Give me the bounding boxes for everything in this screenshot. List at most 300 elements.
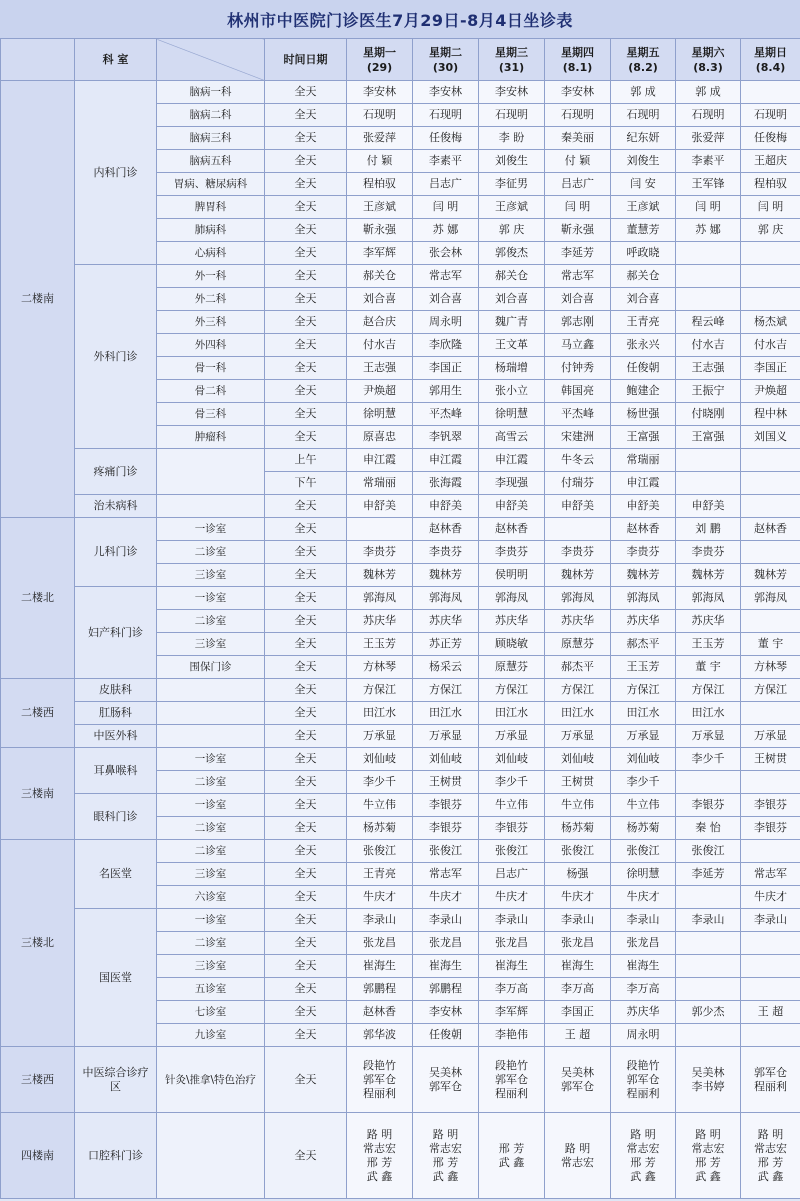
doctor-cell: 王富强 bbox=[676, 426, 741, 449]
sub-department-cell: 一诊室 bbox=[157, 518, 265, 541]
time-cell: 全天 bbox=[265, 817, 347, 840]
doctor-cell: 牛庆才 bbox=[347, 886, 413, 909]
schedule-row bbox=[1, 840, 800, 863]
doctor-cell: 董 宇 bbox=[741, 633, 800, 656]
schedule-row bbox=[1, 518, 800, 541]
doctor-cell: 王彦斌 bbox=[479, 196, 545, 219]
doctor-cell: 杨瑞增 bbox=[479, 357, 545, 380]
doctor-cell: 李贵芬 bbox=[545, 541, 611, 564]
doctor-cell: 牛庆才 bbox=[545, 886, 611, 909]
doctor-cell: 杨苏菊 bbox=[347, 817, 413, 840]
doctor-cell: 常志军 bbox=[545, 265, 611, 288]
doctor-cell: 侯明明 bbox=[479, 564, 545, 587]
department-cell: 肛肠科 bbox=[75, 702, 157, 725]
doctor-cell: 李军辉 bbox=[479, 1001, 545, 1024]
sub-department-cell bbox=[157, 495, 265, 518]
doctor-cell: 刘仙岐 bbox=[611, 748, 676, 771]
doctor-cell: 原慧芬 bbox=[545, 633, 611, 656]
department-cell: 儿科门诊 bbox=[75, 518, 157, 587]
doctor-cell: 李艳伟 bbox=[479, 1024, 545, 1047]
sub-department-cell: 肿瘤科 bbox=[157, 426, 265, 449]
schedule-row bbox=[1, 725, 800, 748]
doctor-cell: 万承显 bbox=[741, 725, 800, 748]
doctor-cell: 李安林 bbox=[413, 1001, 479, 1024]
department-cell: 国医堂 bbox=[75, 909, 157, 1047]
doctor-cell: 王青亮 bbox=[611, 311, 676, 334]
doctor-cell: 田江水 bbox=[479, 702, 545, 725]
sub-department-cell: 外四科 bbox=[157, 334, 265, 357]
doctor-cell: 郭用生 bbox=[413, 380, 479, 403]
doctor-cell: 李录山 bbox=[611, 909, 676, 932]
doctor-cell: 石现明 bbox=[347, 104, 413, 127]
floor-cell: 三楼南 bbox=[1, 748, 75, 840]
doctor-cell: 刘仙岐 bbox=[347, 748, 413, 771]
doctor-cell: 李国正 bbox=[741, 357, 800, 380]
time-cell: 全天 bbox=[265, 978, 347, 1001]
doctor-cell: 原慧芬 bbox=[479, 656, 545, 679]
page-title: 林州市中医院门诊医生7月29日-8月4日坐诊表 bbox=[0, 0, 800, 38]
doctor-cell: 付钟秀 bbox=[545, 357, 611, 380]
doctor-cell: 李少千 bbox=[611, 771, 676, 794]
doctor-cell: 李少千 bbox=[347, 771, 413, 794]
doctor-cell: 韩国亮 bbox=[545, 380, 611, 403]
doctor-cell: 呼政晓 bbox=[611, 242, 676, 265]
doctor-cell: 李贵芬 bbox=[413, 541, 479, 564]
schedule-row bbox=[1, 794, 800, 817]
doctor-cell: 王志强 bbox=[347, 357, 413, 380]
doctor-cell: 董 宇 bbox=[676, 656, 741, 679]
doctor-cell: 李万高 bbox=[611, 978, 676, 1001]
department-cell: 中医综合诊疗 区 bbox=[75, 1047, 157, 1113]
doctor-cell: 申舒美 bbox=[479, 495, 545, 518]
doctor-cell: 李万高 bbox=[479, 978, 545, 1001]
doctor-cell: 张俊江 bbox=[611, 840, 676, 863]
doctor-cell: 方保江 bbox=[676, 679, 741, 702]
doctor-cell: 李延芳 bbox=[676, 863, 741, 886]
doctor-cell: 石现明 bbox=[545, 104, 611, 127]
doctor-cell: 路 明 常志宏 邢 芳 武 鑫 bbox=[413, 1113, 479, 1199]
doctor-cell: 秦美丽 bbox=[545, 127, 611, 150]
doctor-cell: 刘合喜 bbox=[545, 288, 611, 311]
sub-department-cell: 外二科 bbox=[157, 288, 265, 311]
doctor-cell: 路 明 常志宏 bbox=[545, 1113, 611, 1199]
doctor-cell: 方林琴 bbox=[347, 656, 413, 679]
sub-department-cell: 脑病三科 bbox=[157, 127, 265, 150]
doctor-cell: 付水吉 bbox=[676, 334, 741, 357]
time-cell: 全天 bbox=[265, 265, 347, 288]
doctor-cell: 王文革 bbox=[479, 334, 545, 357]
doctor-cell: 吕志广 bbox=[479, 863, 545, 886]
doctor-cell: 李录山 bbox=[347, 909, 413, 932]
doctor-cell: 李录山 bbox=[479, 909, 545, 932]
doctor-cell: 郭 成 bbox=[676, 81, 741, 104]
doctor-cell: 李素平 bbox=[413, 150, 479, 173]
time-cell: 全天 bbox=[265, 311, 347, 334]
header-day: 星期日 (8.4) bbox=[741, 39, 800, 81]
sub-department-cell: 二诊室 bbox=[157, 541, 265, 564]
doctor-cell: 魏林芳 bbox=[741, 564, 800, 587]
doctor-cell: 郭 庆 bbox=[741, 219, 800, 242]
sub-department-cell: 二诊室 bbox=[157, 840, 265, 863]
sub-department-cell: 心病科 bbox=[157, 242, 265, 265]
header-day: 星期二 (30) bbox=[413, 39, 479, 81]
doctor-cell: 李安林 bbox=[479, 81, 545, 104]
doctor-cell: 刘 鹏 bbox=[676, 518, 741, 541]
doctor-cell: 张爱萍 bbox=[676, 127, 741, 150]
department-cell: 内科门诊 bbox=[75, 81, 157, 265]
doctor-cell bbox=[741, 265, 800, 288]
doctor-cell: 郭华波 bbox=[347, 1024, 413, 1047]
doctor-cell: 吴美林 郭军仓 bbox=[545, 1047, 611, 1113]
doctor-cell bbox=[676, 472, 741, 495]
doctor-cell: 徐明慧 bbox=[347, 403, 413, 426]
doctor-cell: 郭志刚 bbox=[545, 311, 611, 334]
doctor-cell: 崔海生 bbox=[545, 955, 611, 978]
schedule-row bbox=[1, 265, 800, 288]
sub-department-cell: 骨二科 bbox=[157, 380, 265, 403]
doctor-cell: 路 明 常志宏 邢 芳 武 鑫 bbox=[741, 1113, 800, 1199]
doctor-cell: 原喜忠 bbox=[347, 426, 413, 449]
doctor-cell: 崔海生 bbox=[347, 955, 413, 978]
doctor-cell: 方保江 bbox=[545, 679, 611, 702]
doctor-cell: 刘合喜 bbox=[413, 288, 479, 311]
sub-department-cell: 胃病、糖尿病科 bbox=[157, 173, 265, 196]
doctor-cell: 田江水 bbox=[545, 702, 611, 725]
doctor-cell: 石现明 bbox=[611, 104, 676, 127]
time-cell: 全天 bbox=[265, 1001, 347, 1024]
doctor-cell: 牛立伟 bbox=[545, 794, 611, 817]
doctor-cell: 申江霞 bbox=[413, 449, 479, 472]
doctor-cell: 李录山 bbox=[676, 909, 741, 932]
doctor-cell: 李万高 bbox=[545, 978, 611, 1001]
time-cell: 全天 bbox=[265, 150, 347, 173]
doctor-cell: 申舒美 bbox=[347, 495, 413, 518]
doctor-cell bbox=[741, 242, 800, 265]
doctor-cell: 苏庆华 bbox=[545, 610, 611, 633]
doctor-cell: 郭海凤 bbox=[611, 587, 676, 610]
schedule-row bbox=[1, 495, 800, 518]
department-cell: 疼痛门诊 bbox=[75, 449, 157, 495]
doctor-cell bbox=[676, 932, 741, 955]
doctor-cell: 万承显 bbox=[611, 725, 676, 748]
time-cell: 全天 bbox=[265, 1113, 347, 1199]
doctor-cell: 周永明 bbox=[611, 1024, 676, 1047]
doctor-cell: 苏庆华 bbox=[676, 610, 741, 633]
doctor-cell: 郝杰平 bbox=[545, 656, 611, 679]
doctor-cell: 任俊朝 bbox=[413, 1024, 479, 1047]
time-cell: 全天 bbox=[265, 633, 347, 656]
doctor-cell: 郭海凤 bbox=[479, 587, 545, 610]
doctor-cell: 段艳竹 郭军仓 程丽利 bbox=[479, 1047, 545, 1113]
doctor-cell: 张小立 bbox=[479, 380, 545, 403]
doctor-cell: 张海霞 bbox=[413, 472, 479, 495]
doctor-cell: 付晓刚 bbox=[676, 403, 741, 426]
doctor-cell: 魏林芳 bbox=[676, 564, 741, 587]
doctor-cell: 赵林香 bbox=[347, 1001, 413, 1024]
doctor-cell: 牛立伟 bbox=[479, 794, 545, 817]
doctor-cell: 牛冬云 bbox=[545, 449, 611, 472]
doctor-cell: 路 明 常志宏 邢 芳 武 鑫 bbox=[611, 1113, 676, 1199]
doctor-cell: 王青亮 bbox=[347, 863, 413, 886]
time-cell: 全天 bbox=[265, 610, 347, 633]
doctor-cell: 李贵芬 bbox=[676, 541, 741, 564]
doctor-cell: 王超庆 bbox=[741, 150, 800, 173]
doctor-cell: 李录山 bbox=[413, 909, 479, 932]
doctor-cell: 张俊江 bbox=[545, 840, 611, 863]
doctor-cell: 李少千 bbox=[676, 748, 741, 771]
doctor-cell: 李国正 bbox=[413, 357, 479, 380]
doctor-cell: 李银芬 bbox=[741, 794, 800, 817]
doctor-cell: 魏林芳 bbox=[347, 564, 413, 587]
doctor-cell: 方保江 bbox=[741, 679, 800, 702]
sub-department-cell: 脑病五科 bbox=[157, 150, 265, 173]
sub-department-cell: 外三科 bbox=[157, 311, 265, 334]
doctor-cell: 吴美林 李书婷 bbox=[676, 1047, 741, 1113]
doctor-cell: 王树贯 bbox=[741, 748, 800, 771]
doctor-cell: 常瑞丽 bbox=[611, 449, 676, 472]
header-time: 时间日期 bbox=[265, 39, 347, 81]
time-cell: 全天 bbox=[265, 219, 347, 242]
department-cell: 皮肤科 bbox=[75, 679, 157, 702]
doctor-cell: 赵林香 bbox=[611, 518, 676, 541]
doctor-cell: 李现强 bbox=[479, 472, 545, 495]
floor-cell: 二楼南 bbox=[1, 81, 75, 518]
doctor-cell bbox=[741, 81, 800, 104]
sub-department-cell bbox=[157, 679, 265, 702]
floor-cell: 四楼南 bbox=[1, 1113, 75, 1199]
sub-department-cell: 二诊室 bbox=[157, 817, 265, 840]
department-cell: 眼科门诊 bbox=[75, 794, 157, 840]
floor-cell: 三楼北 bbox=[1, 840, 75, 1047]
time-cell: 全天 bbox=[265, 380, 347, 403]
doctor-cell: 郝关仓 bbox=[611, 265, 676, 288]
time-cell: 下午 bbox=[265, 472, 347, 495]
time-cell: 全天 bbox=[265, 334, 347, 357]
doctor-cell: 郭少杰 bbox=[676, 1001, 741, 1024]
doctor-cell: 郭鹏程 bbox=[413, 978, 479, 1001]
doctor-cell: 杨世强 bbox=[611, 403, 676, 426]
doctor-cell: 吕志广 bbox=[545, 173, 611, 196]
doctor-cell: 李银芬 bbox=[479, 817, 545, 840]
sub-department-cell: 肺病科 bbox=[157, 219, 265, 242]
doctor-cell: 申舒美 bbox=[611, 495, 676, 518]
doctor-cell: 王富强 bbox=[611, 426, 676, 449]
time-cell: 全天 bbox=[265, 656, 347, 679]
doctor-cell: 杨采云 bbox=[413, 656, 479, 679]
doctor-cell: 靳永强 bbox=[347, 219, 413, 242]
doctor-cell: 万承显 bbox=[676, 725, 741, 748]
doctor-cell: 鲍建企 bbox=[611, 380, 676, 403]
doctor-cell: 王玉芳 bbox=[347, 633, 413, 656]
doctor-cell: 秦 怡 bbox=[676, 817, 741, 840]
doctor-cell: 李银芬 bbox=[676, 794, 741, 817]
doctor-cell: 付水吉 bbox=[347, 334, 413, 357]
doctor-cell bbox=[676, 449, 741, 472]
sub-department-cell: 脾胃科 bbox=[157, 196, 265, 219]
time-cell: 全天 bbox=[265, 288, 347, 311]
sub-department-cell: 二诊室 bbox=[157, 932, 265, 955]
doctor-cell: 程柏驭 bbox=[741, 173, 800, 196]
doctor-cell: 苏庆华 bbox=[413, 610, 479, 633]
sub-department-cell: 三诊室 bbox=[157, 863, 265, 886]
time-cell: 全天 bbox=[265, 541, 347, 564]
doctor-cell: 郭海凤 bbox=[347, 587, 413, 610]
doctor-cell bbox=[676, 978, 741, 1001]
doctor-cell: 郭海凤 bbox=[545, 587, 611, 610]
doctor-cell: 付瑞芬 bbox=[545, 472, 611, 495]
doctor-cell: 张龙昌 bbox=[611, 932, 676, 955]
doctor-cell: 万承显 bbox=[413, 725, 479, 748]
doctor-cell: 张永兴 bbox=[611, 334, 676, 357]
department-cell: 口腔科门诊 bbox=[75, 1113, 157, 1199]
time-cell: 全天 bbox=[265, 104, 347, 127]
doctor-cell: 牛立伟 bbox=[347, 794, 413, 817]
doctor-cell: 常志军 bbox=[741, 863, 800, 886]
doctor-cell: 郭 庆 bbox=[479, 219, 545, 242]
time-cell: 全天 bbox=[265, 426, 347, 449]
doctor-cell: 魏林芳 bbox=[545, 564, 611, 587]
doctor-cell: 张俊江 bbox=[676, 840, 741, 863]
department-cell: 名医堂 bbox=[75, 840, 157, 909]
doctor-cell: 纪东妍 bbox=[611, 127, 676, 150]
header-day: 星期三 (31) bbox=[479, 39, 545, 81]
doctor-cell: 顾晓敏 bbox=[479, 633, 545, 656]
doctor-cell: 李欣隆 bbox=[413, 334, 479, 357]
doctor-cell: 赵林香 bbox=[413, 518, 479, 541]
doctor-cell: 常志军 bbox=[413, 265, 479, 288]
doctor-cell: 王军锋 bbox=[676, 173, 741, 196]
doctor-cell: 郭海凤 bbox=[676, 587, 741, 610]
doctor-cell: 苏 娜 bbox=[413, 219, 479, 242]
doctor-cell: 张俊江 bbox=[479, 840, 545, 863]
schedule-row bbox=[1, 81, 800, 104]
doctor-cell: 段艳竹 郭军仓 程丽利 bbox=[611, 1047, 676, 1113]
doctor-cell: 郝关仓 bbox=[347, 265, 413, 288]
doctor-cell: 郝杰平 bbox=[611, 633, 676, 656]
doctor-cell: 李钒翠 bbox=[413, 426, 479, 449]
doctor-cell: 刘仙岐 bbox=[413, 748, 479, 771]
time-cell: 全天 bbox=[265, 932, 347, 955]
doctor-cell: 崔海生 bbox=[479, 955, 545, 978]
doctor-cell: 马立鑫 bbox=[545, 334, 611, 357]
doctor-cell: 张龙昌 bbox=[413, 932, 479, 955]
doctor-cell bbox=[741, 955, 800, 978]
doctor-cell: 李贵芬 bbox=[347, 541, 413, 564]
time-cell: 全天 bbox=[265, 173, 347, 196]
doctor-cell: 石现明 bbox=[676, 104, 741, 127]
doctor-cell: 王振宁 bbox=[676, 380, 741, 403]
sub-department-cell: 围保门诊 bbox=[157, 656, 265, 679]
sub-department-cell: 一诊室 bbox=[157, 587, 265, 610]
sub-department-cell: 外一科 bbox=[157, 265, 265, 288]
doctor-cell: 张会林 bbox=[413, 242, 479, 265]
doctor-cell: 吴美林 郭军仓 bbox=[413, 1047, 479, 1113]
doctor-cell: 牛庆才 bbox=[741, 886, 800, 909]
schedule-row bbox=[1, 1113, 800, 1199]
doctor-cell: 李录山 bbox=[545, 909, 611, 932]
doctor-cell: 杨强 bbox=[545, 863, 611, 886]
doctor-cell: 石现明 bbox=[413, 104, 479, 127]
doctor-cell: 万承显 bbox=[347, 725, 413, 748]
doctor-cell: 田江水 bbox=[413, 702, 479, 725]
doctor-cell: 郭海凤 bbox=[741, 587, 800, 610]
sub-department-cell: 骨三科 bbox=[157, 403, 265, 426]
doctor-cell bbox=[741, 702, 800, 725]
doctor-cell: 付水吉 bbox=[741, 334, 800, 357]
doctor-cell: 刘俊生 bbox=[479, 150, 545, 173]
doctor-cell: 王玉芳 bbox=[676, 633, 741, 656]
department-cell: 治未病科 bbox=[75, 495, 157, 518]
schedule-row bbox=[1, 679, 800, 702]
time-cell: 全天 bbox=[265, 1047, 347, 1113]
time-cell: 全天 bbox=[265, 1024, 347, 1047]
doctor-cell: 李贵芬 bbox=[479, 541, 545, 564]
doctor-cell: 田江水 bbox=[611, 702, 676, 725]
time-cell: 全天 bbox=[265, 748, 347, 771]
doctor-cell: 李银芬 bbox=[741, 817, 800, 840]
doctor-cell: 申江霞 bbox=[479, 449, 545, 472]
schedule-row bbox=[1, 748, 800, 771]
sub-department-cell: 三诊室 bbox=[157, 955, 265, 978]
sub-department-cell: 一诊室 bbox=[157, 794, 265, 817]
doctor-cell: 张龙昌 bbox=[479, 932, 545, 955]
doctor-cell: 张龙昌 bbox=[545, 932, 611, 955]
doctor-cell bbox=[741, 495, 800, 518]
header-row bbox=[1, 39, 800, 81]
doctor-cell: 方林琴 bbox=[741, 656, 800, 679]
doctor-cell: 郭 成 bbox=[611, 81, 676, 104]
doctor-cell: 李征男 bbox=[479, 173, 545, 196]
doctor-cell: 申舒美 bbox=[545, 495, 611, 518]
time-cell: 全天 bbox=[265, 702, 347, 725]
doctor-cell: 崔海生 bbox=[413, 955, 479, 978]
time-cell: 上午 bbox=[265, 449, 347, 472]
doctor-cell: 苏庆华 bbox=[479, 610, 545, 633]
doctor-cell: 石现明 bbox=[479, 104, 545, 127]
sub-department-cell: 脑病一科 bbox=[157, 81, 265, 104]
header-day: 星期六 (8.3) bbox=[676, 39, 741, 81]
doctor-cell: 路 明 常志宏 邢 芳 武 鑫 bbox=[676, 1113, 741, 1199]
doctor-cell: 李贵芬 bbox=[611, 541, 676, 564]
sub-department-cell: 三诊室 bbox=[157, 564, 265, 587]
sub-department-cell: 九诊室 bbox=[157, 1024, 265, 1047]
doctor-cell: 苏庆华 bbox=[611, 1001, 676, 1024]
doctor-cell: 李银芬 bbox=[413, 817, 479, 840]
sub-department-cell: 骨一科 bbox=[157, 357, 265, 380]
doctor-cell: 田江水 bbox=[676, 702, 741, 725]
time-cell: 全天 bbox=[265, 863, 347, 886]
doctor-cell: 王志强 bbox=[676, 357, 741, 380]
sub-department-cell: 七诊室 bbox=[157, 1001, 265, 1024]
doctor-cell: 李少千 bbox=[479, 771, 545, 794]
doctor-cell bbox=[676, 1024, 741, 1047]
doctor-cell: 魏林芳 bbox=[611, 564, 676, 587]
doctor-cell: 万承显 bbox=[545, 725, 611, 748]
doctor-cell bbox=[676, 886, 741, 909]
doctor-cell: 王玉芳 bbox=[611, 656, 676, 679]
doctor-cell bbox=[741, 932, 800, 955]
time-cell: 全天 bbox=[265, 840, 347, 863]
doctor-cell: 郭军仓 程丽利 bbox=[741, 1047, 800, 1113]
doctor-cell bbox=[545, 518, 611, 541]
doctor-cell: 闫 明 bbox=[413, 196, 479, 219]
header-blank bbox=[1, 39, 75, 81]
doctor-cell: 魏林芳 bbox=[413, 564, 479, 587]
doctor-cell: 李国正 bbox=[545, 1001, 611, 1024]
doctor-cell: 闫 安 bbox=[611, 173, 676, 196]
doctor-cell: 石现明 bbox=[741, 104, 800, 127]
department-cell: 中医外科 bbox=[75, 725, 157, 748]
